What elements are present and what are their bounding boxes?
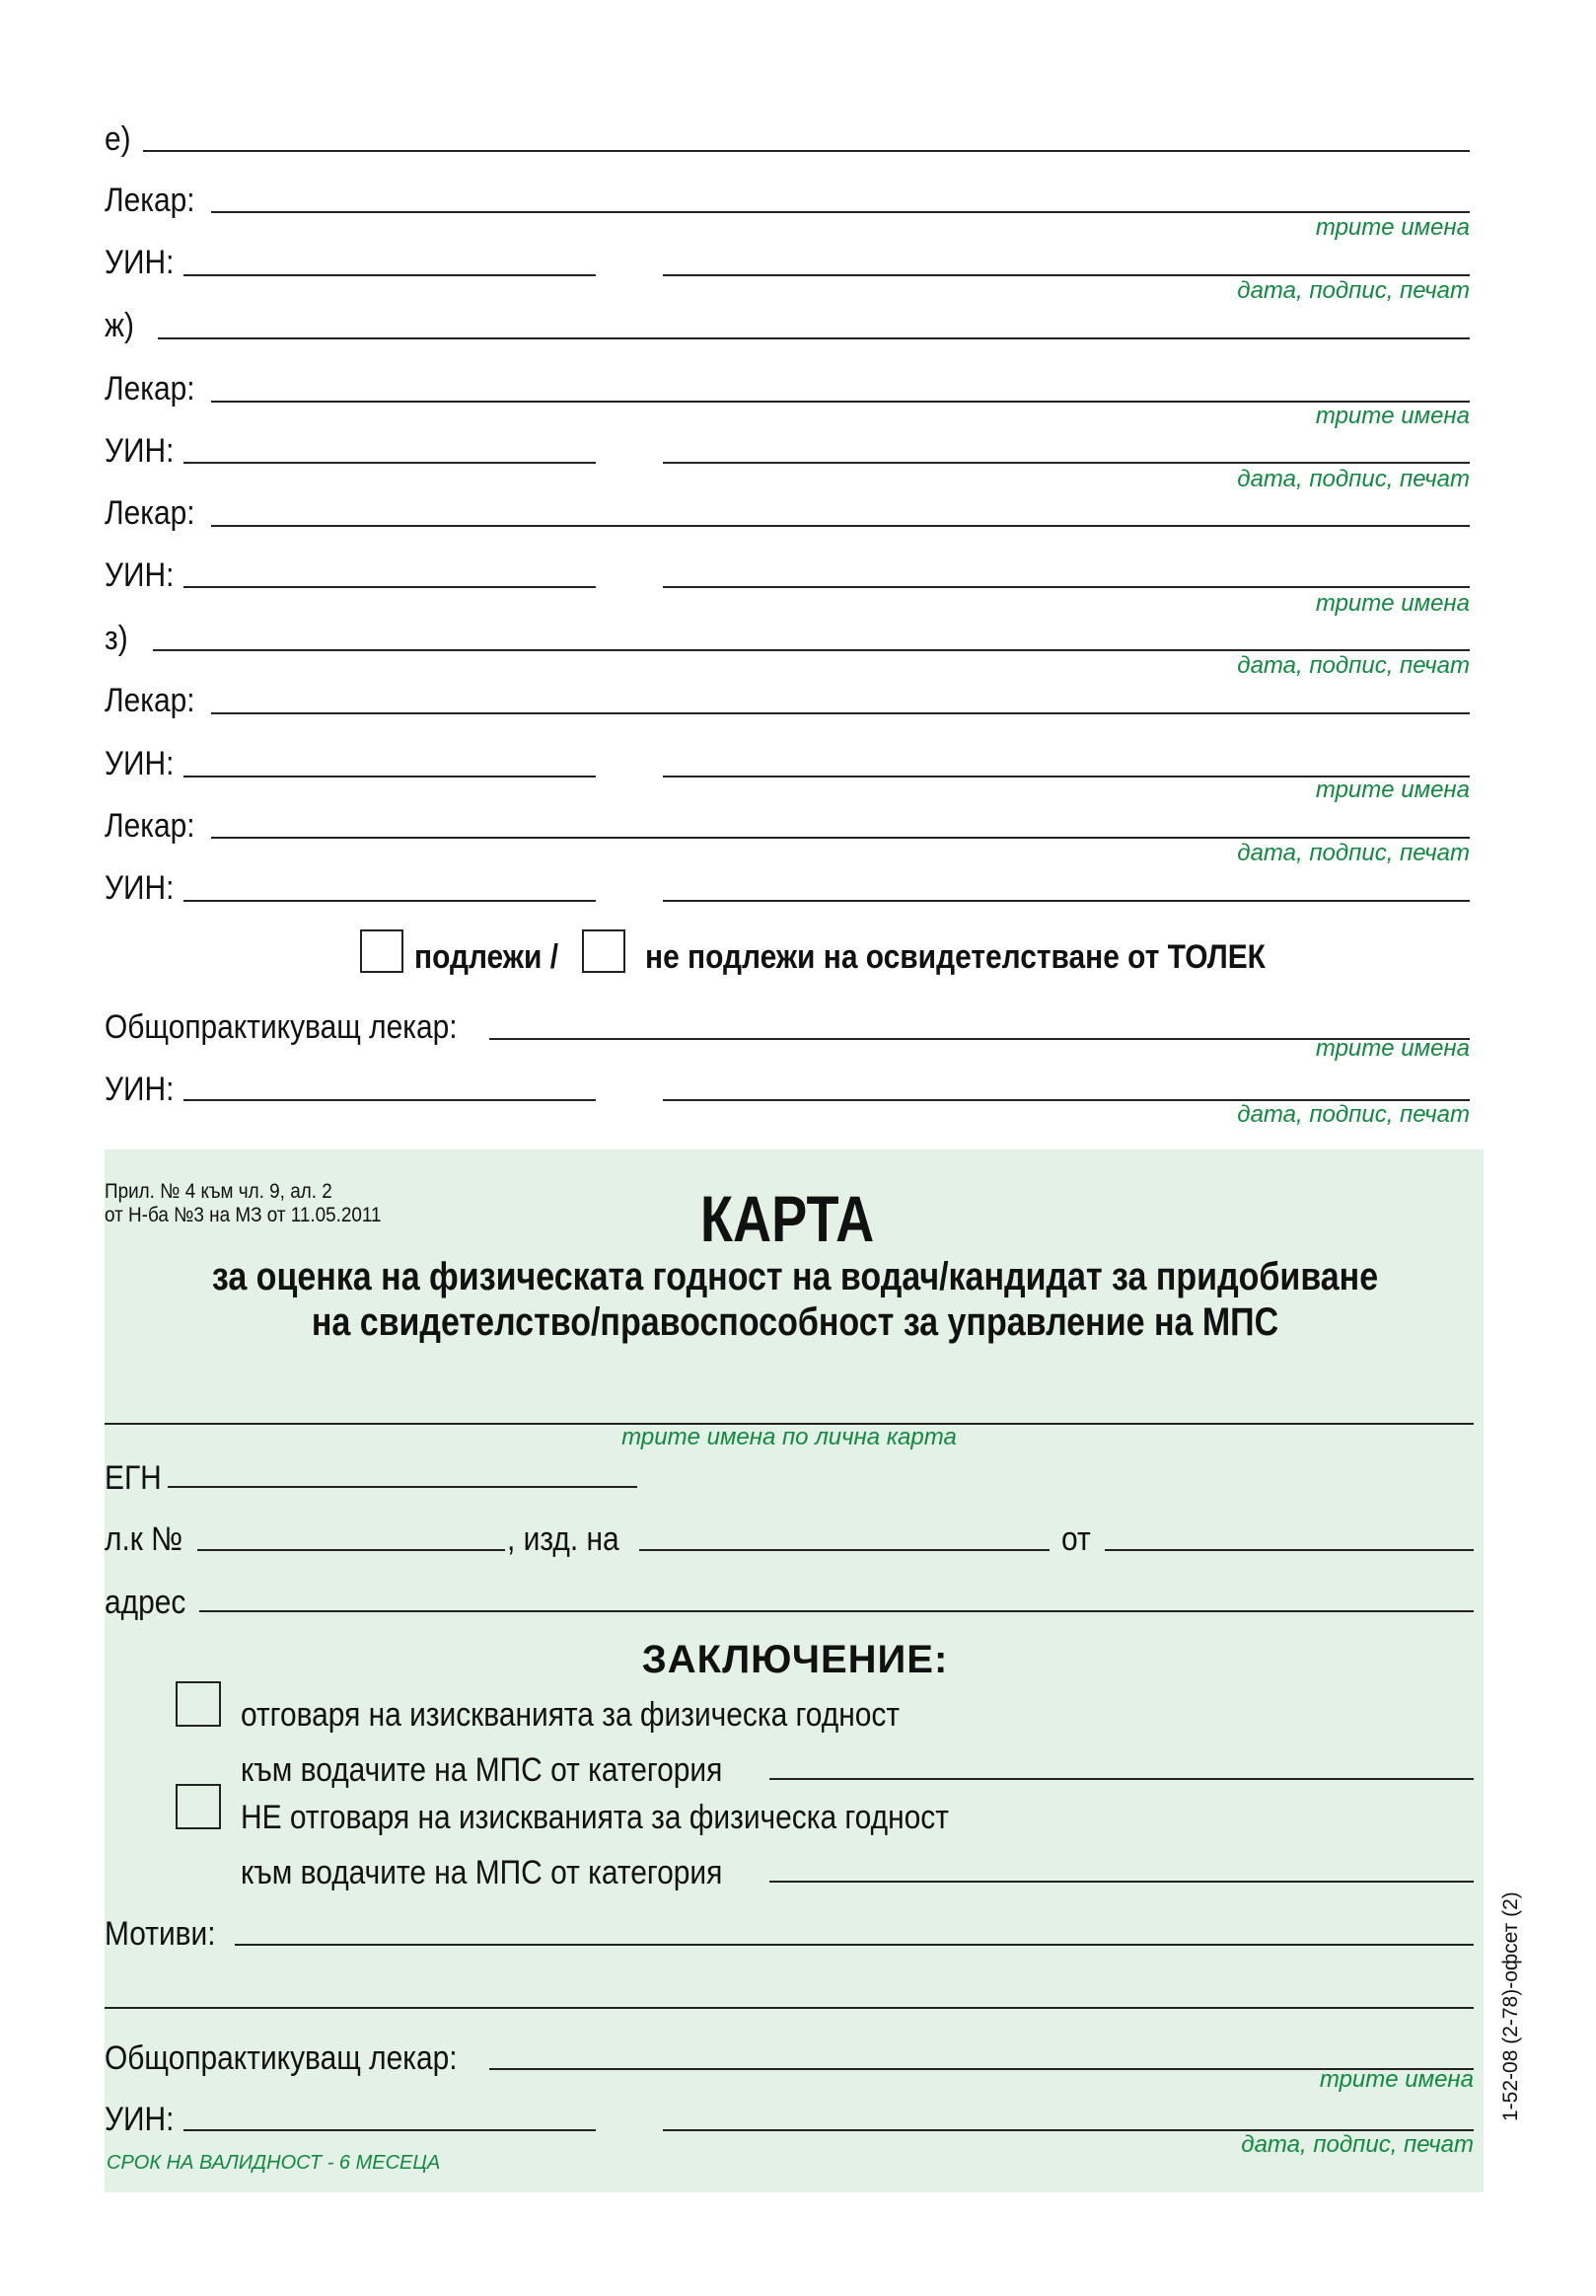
sign-hint: дата, подпис, печат — [1241, 2131, 1474, 2158]
uin-field[interactable] — [183, 462, 596, 464]
uin-label: УИН: — [105, 2101, 175, 2138]
gp-doctor-label: Общопрактикуващ лекар: — [105, 2039, 458, 2077]
signature-field[interactable] — [663, 274, 1470, 276]
tolek-subject-label: подлежи / — [414, 938, 559, 976]
address-field[interactable] — [199, 1610, 1474, 1612]
issued-on-label: от — [1061, 1520, 1091, 1558]
doctor-label: Лекар: — [105, 682, 195, 719]
tolek-not-subject-label: не подлежи на освидетелстване от ТОЛЕК — [645, 938, 1266, 976]
doctor-label: Лекар: — [105, 494, 195, 532]
fit-text-line1: отговаря на изискванията за физическа годност — [241, 1696, 901, 1734]
issued-on-field[interactable] — [1105, 1549, 1474, 1551]
names-hint: трите имена — [1315, 403, 1470, 429]
sign-hint: дата, подпис, печат — [1237, 466, 1470, 492]
doctor-name-field[interactable] — [211, 401, 1470, 403]
conclusion-title: ЗАКЛЮЧЕНИЕ: — [641, 1638, 949, 1681]
uin-field[interactable] — [183, 900, 596, 902]
doctor-label: Лекар: — [105, 370, 195, 407]
print-code: 1-52-08 (2-78)-офсет (2) — [1499, 1891, 1522, 2121]
uin-label: УИН: — [105, 745, 175, 782]
sign-hint: дата, подпис, печат — [1237, 840, 1470, 866]
unfit-text-line1: НЕ отговаря на изискванията за физическа годност — [241, 1799, 949, 1836]
legal-reference-line1: Прил. № 4 към чл. 9, ал. 2 — [105, 1180, 332, 1203]
egn-field[interactable] — [168, 1486, 637, 1488]
issued-by-label: , изд. на — [507, 1520, 619, 1558]
egn-label: ЕГН — [105, 1459, 162, 1497]
uin-field[interactable] — [183, 2129, 596, 2131]
sign-hint: дата, подпис, печат — [1237, 277, 1470, 304]
unfit-category-field[interactable] — [769, 1881, 1474, 1883]
doctor-name-field[interactable] — [211, 712, 1470, 714]
uin-label: УИН: — [105, 556, 175, 594]
id-card-field[interactable] — [197, 1549, 505, 1551]
signature-field[interactable] — [663, 462, 1470, 464]
uin-field[interactable] — [183, 776, 596, 778]
gp-doctor-label: Общопрактикуващ лекар: — [105, 1008, 458, 1046]
names-hint: трите имена — [1315, 590, 1470, 617]
uin-field[interactable] — [183, 1099, 596, 1101]
id-names-hint: трите имена по лична карта — [621, 1424, 957, 1450]
unfit-text-line2: към водачите на МПС от категория — [241, 1854, 723, 1891]
signature-field[interactable] — [663, 900, 1470, 902]
fit-category-field[interactable] — [769, 1778, 1474, 1780]
uin-label: УИН: — [105, 869, 175, 907]
names-hint: трите имена — [1315, 1035, 1470, 1062]
card-subtitle-line2: на свидетелство/правоспособност за управление на МПС — [311, 1300, 1279, 1344]
uin-label: УИН: — [105, 432, 175, 470]
doctor-name-field[interactable] — [211, 211, 1470, 213]
uin-label: УИН: — [105, 244, 175, 281]
names-hint: трите имена — [1315, 777, 1470, 803]
section-zh-label: ж) — [105, 307, 134, 344]
card-subtitle-line1: за оценка на физическата годност на водач/кандидат за придобиване — [211, 1255, 1379, 1298]
uin-field[interactable] — [183, 274, 596, 276]
section-e-label: е) — [105, 120, 131, 158]
signature-field[interactable] — [663, 586, 1470, 588]
names-hint: трите имена — [1319, 2066, 1474, 2093]
motives-label: Мотиви: — [105, 1915, 216, 1953]
legal-reference-line2: от Н-ба №3 на МЗ от 11.05.2011 — [105, 1204, 382, 1226]
section-z-field[interactable] — [153, 649, 1470, 651]
unfit-checkbox[interactable] — [176, 1784, 221, 1829]
id-card-label: л.к № — [105, 1520, 183, 1558]
fit-text-line2: към водачите на МПС от категория — [241, 1751, 723, 1789]
tolek-not-subject-checkbox[interactable] — [582, 929, 625, 973]
uin-field[interactable] — [183, 586, 596, 588]
doctor-label: Лекар: — [105, 807, 195, 845]
sign-hint: дата, подпис, печат — [1237, 1101, 1470, 1128]
section-zh-field[interactable] — [158, 337, 1470, 339]
doctor-name-field[interactable] — [211, 837, 1470, 839]
uin-label: УИН: — [105, 1071, 175, 1108]
motives-field-line2[interactable] — [105, 2007, 1474, 2009]
names-hint: трите имена — [1315, 214, 1470, 241]
doctor-label: Лекар: — [105, 182, 195, 219]
section-z-label: з) — [105, 620, 128, 657]
fit-checkbox[interactable] — [176, 1681, 221, 1727]
address-label: адрес — [105, 1584, 186, 1621]
tolek-subject-checkbox[interactable] — [360, 929, 403, 973]
validity-note: СРОК НА ВАЛИДНОСТ - 6 МЕСЕЦА — [107, 2152, 441, 2174]
section-e-field[interactable] — [143, 150, 1470, 152]
issued-by-field[interactable] — [639, 1549, 1050, 1551]
motives-field-line1[interactable] — [235, 1944, 1474, 1946]
card-title: КАРТА — [700, 1182, 875, 1255]
doctor-name-field[interactable] — [211, 525, 1470, 527]
sign-hint: дата, подпис, печат — [1237, 652, 1470, 679]
